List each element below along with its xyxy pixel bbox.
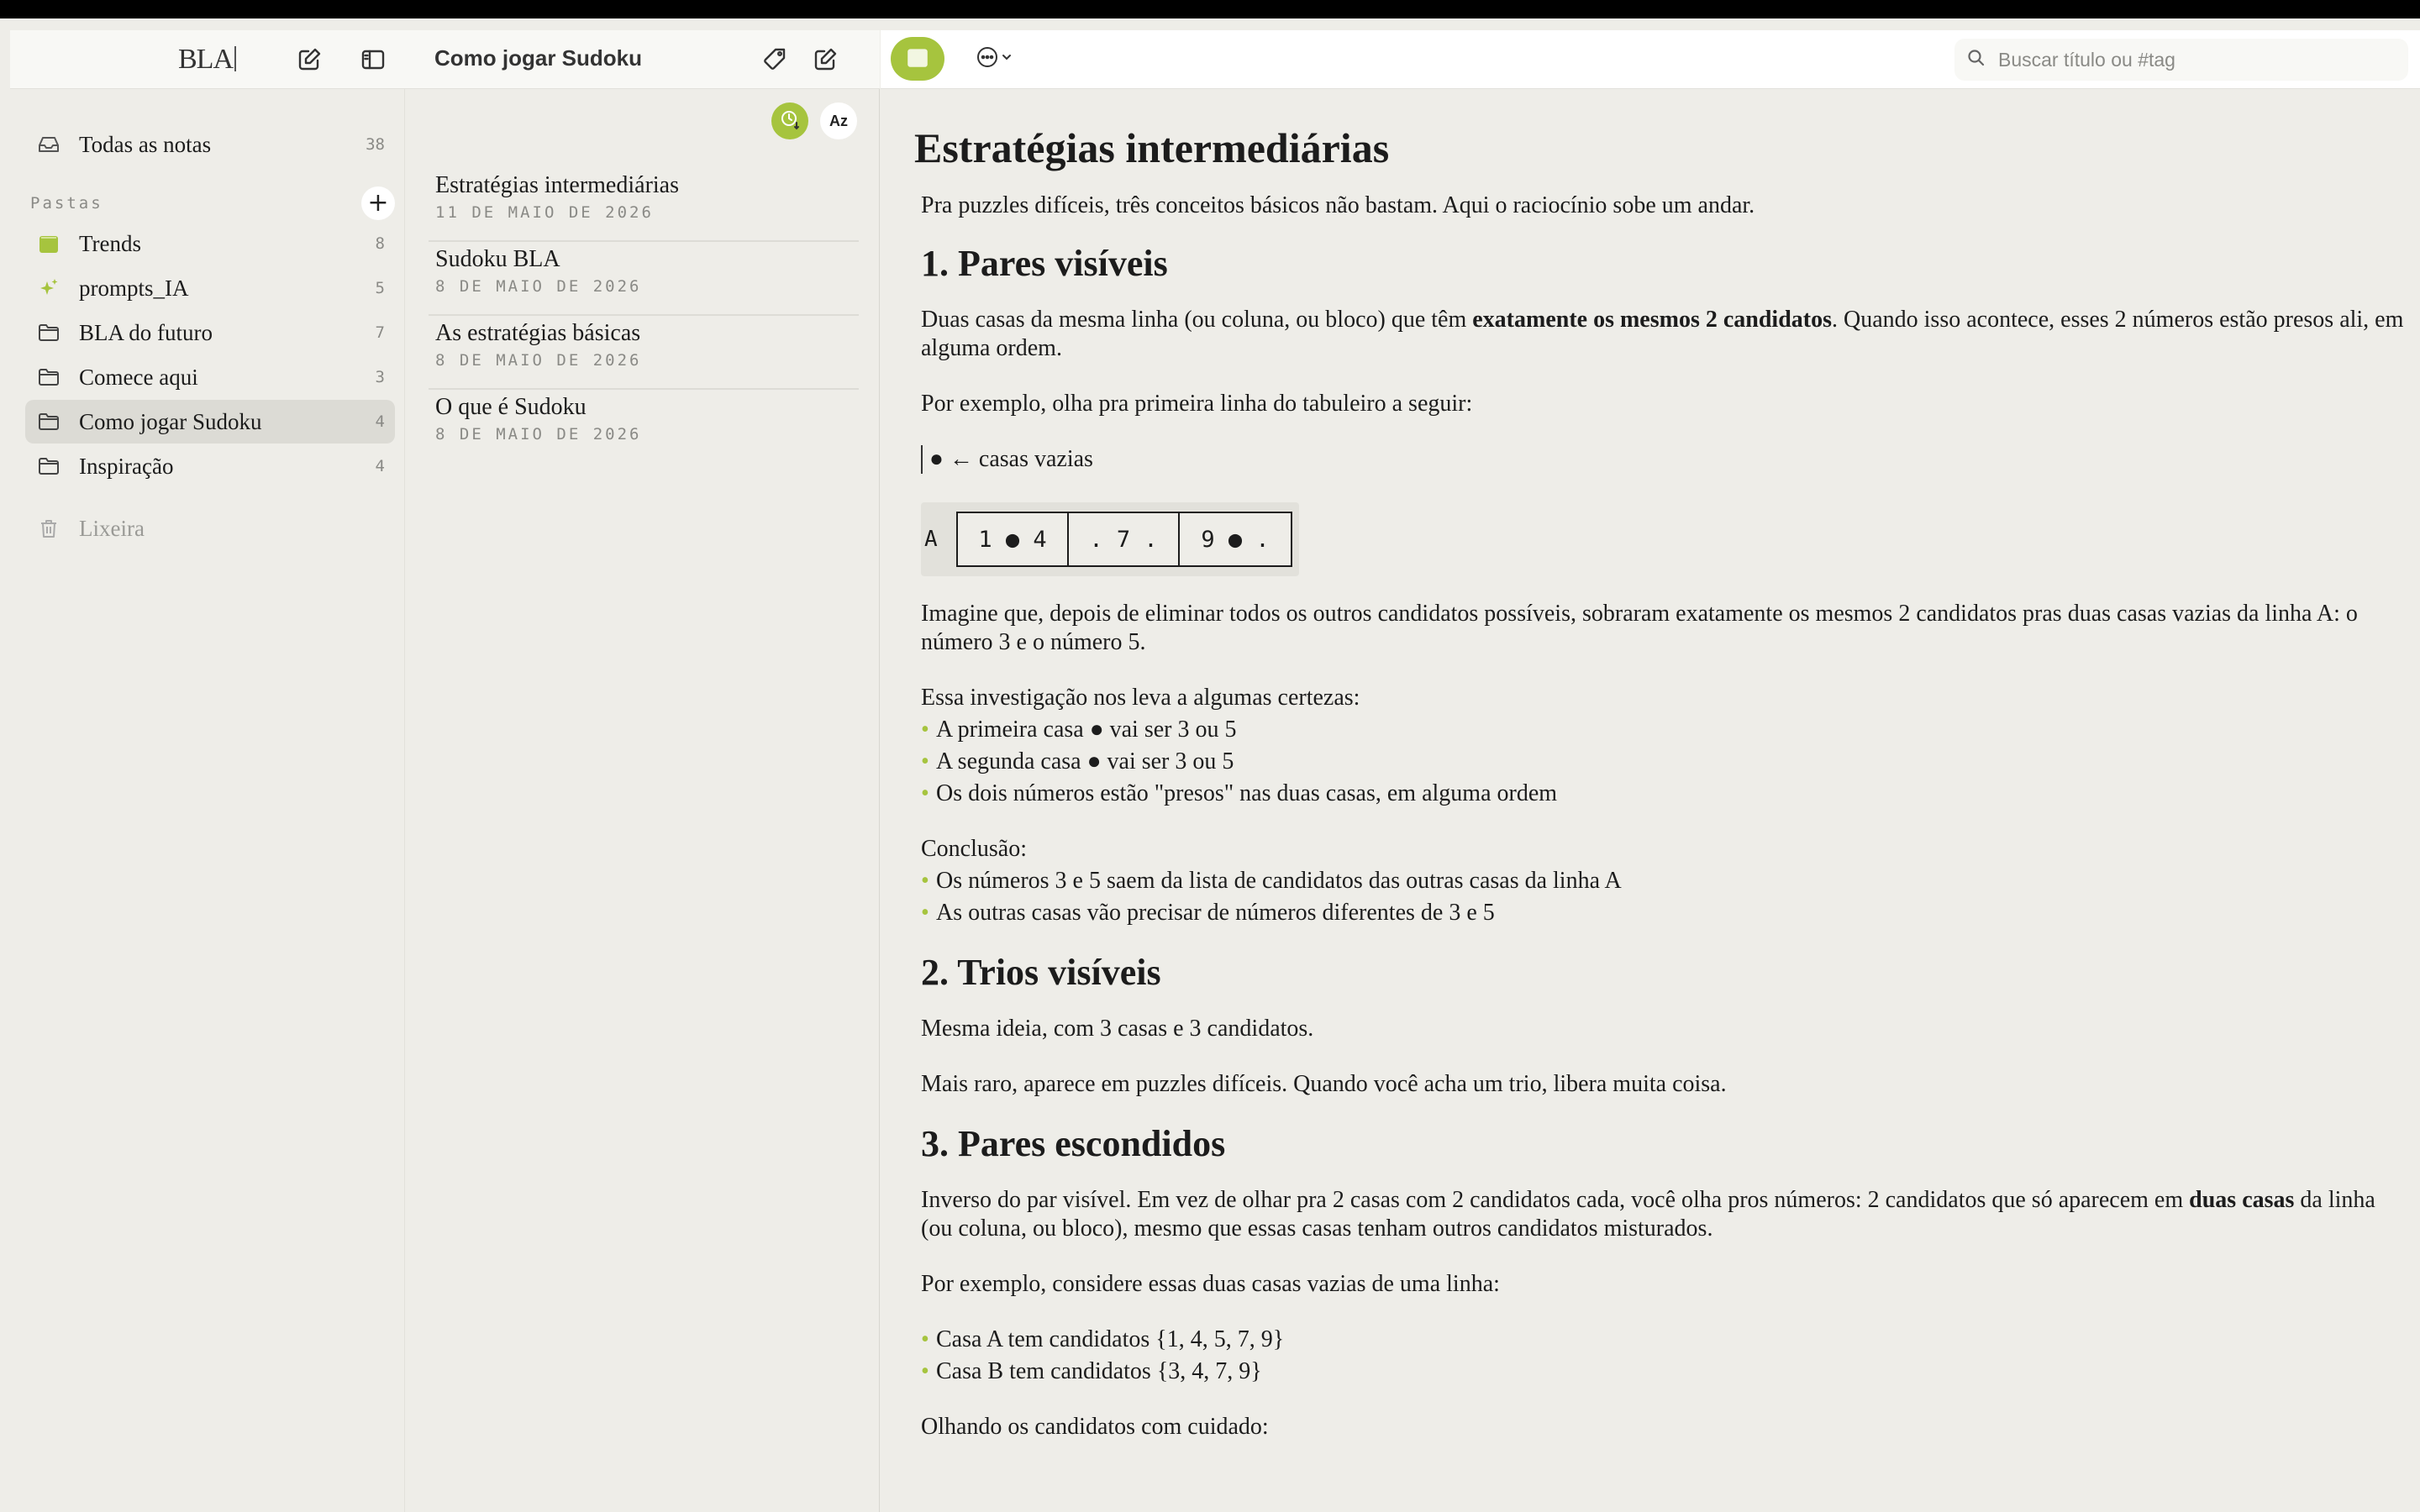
paragraph: Essa investigação nos leva a algumas certezas: bbox=[921, 685, 1360, 711]
sidebar-item-label: Comece aqui bbox=[79, 364, 198, 390]
sidebar-item-trends[interactable] bbox=[25, 222, 395, 265]
sudoku-block: . 7 . bbox=[1069, 513, 1180, 565]
green-folder-icon bbox=[905, 45, 930, 74]
sudoku-block: 9 ● . bbox=[1201, 526, 1270, 553]
app-logo: BLA bbox=[178, 44, 236, 76]
legend-line: ● ← casas vazias bbox=[921, 445, 2410, 474]
paragraph: Olhando os candidatos com cuidado: bbox=[921, 1414, 1269, 1440]
sudoku-block: 1 ● 4 bbox=[958, 513, 1069, 565]
note-body[interactable] bbox=[914, 123, 2410, 1441]
list-item: • Casa B tem candidatos {3, 4, 7, 9} bbox=[921, 1357, 2410, 1386]
sidebar bbox=[10, 30, 405, 1512]
folder-icon bbox=[37, 365, 60, 389]
sort-alphabetical-button[interactable]: Az bbox=[820, 102, 857, 139]
row-label: A bbox=[924, 527, 938, 552]
sidebar-item-all-notes[interactable] bbox=[25, 123, 395, 166]
bullet-list bbox=[921, 867, 2410, 927]
note-date: 11 DE MAIO DE 2026 bbox=[435, 203, 654, 222]
sidebar-item-label: Trends bbox=[79, 230, 142, 256]
code-block bbox=[921, 502, 1299, 576]
folder-icon bbox=[37, 321, 60, 344]
sidebar-item-label: Lixeira bbox=[79, 515, 145, 541]
sidebar-item-label: Inspiração bbox=[79, 453, 174, 479]
sidebar-item-comece-aqui[interactable] bbox=[25, 355, 395, 399]
sidebar-item-count: 38 bbox=[366, 135, 385, 154]
clock-icon bbox=[778, 108, 802, 135]
paragraph: Por exemplo, considere essas duas casas vazias de uma linha: bbox=[921, 1271, 1500, 1297]
note-list-item[interactable] bbox=[429, 390, 859, 464]
sort-by-date-button[interactable] bbox=[771, 102, 808, 139]
more-options-button[interactable] bbox=[965, 40, 1023, 77]
sudoku-row bbox=[956, 512, 1292, 567]
search-input[interactable] bbox=[1998, 49, 2402, 71]
paragraph: Por exemplo, olha pra primeira linha do tabuleiro a seguir: bbox=[921, 391, 1473, 417]
sidebar-toggle-icon[interactable] bbox=[356, 43, 390, 76]
paragraph: Duas casas da mesma linha (ou coluna, ou bloco) que têm exatamente os mesmos 2 candidatos. Quando isso acontece, esses 2 números estão presos ali, em alguma ordem. bbox=[921, 307, 2404, 361]
note-list-toolbar bbox=[405, 30, 880, 89]
sidebar-item-bla-do-futuro[interactable] bbox=[25, 311, 395, 354]
app-window bbox=[0, 18, 2420, 1512]
paragraph: Inverso do par visível. Em vez de olhar pra 2 casas com 2 candidatos cada, você olha pros números: 2 candidatos que só aparecem em duas casas da linha (ou coluna, ou bloco), mesmo que essas casas tenham outros candidatos misturados. bbox=[921, 1187, 2375, 1242]
note-list-panel bbox=[405, 30, 880, 1512]
list-item: • Casa A tem candidatos {1, 4, 5, 7, 9} bbox=[921, 1326, 2410, 1354]
new-note-icon[interactable] bbox=[292, 43, 326, 76]
search-box bbox=[1954, 39, 2408, 81]
sidebar-item-count: 4 bbox=[375, 412, 385, 431]
note-date: 8 DE MAIO DE 2026 bbox=[435, 277, 642, 296]
folder-title: Como jogar Sudoku bbox=[434, 45, 642, 71]
sidebar-item-label: BLA do futuro bbox=[79, 319, 213, 345]
paragraph: Mais raro, aparece em puzzles difíceis. Quando você acha um trio, libera muita coisa. bbox=[921, 1071, 1727, 1097]
bullet-list bbox=[921, 1326, 2410, 1386]
editor-toolbar bbox=[881, 30, 2420, 89]
sidebar-item-count: 4 bbox=[375, 457, 385, 475]
section-label: Pastas bbox=[30, 194, 103, 213]
note-list-item[interactable] bbox=[429, 316, 859, 390]
sidebar-item-trash[interactable] bbox=[25, 507, 395, 550]
section-heading: 1. Pares visíveis bbox=[921, 243, 1168, 284]
chevron-down-icon bbox=[1000, 50, 1013, 68]
folder-icon bbox=[37, 410, 60, 433]
sidebar-item-como-jogar-sudoku[interactable] bbox=[25, 400, 395, 444]
note-list-item[interactable] bbox=[429, 168, 859, 242]
sidebar-item-count: 7 bbox=[375, 323, 385, 342]
note-editor bbox=[881, 30, 2420, 1512]
list-item: • Os números 3 e 5 saem da lista de candidatos das outras casas da linha A bbox=[921, 867, 2410, 895]
sidebar-item-count: 8 bbox=[375, 234, 385, 253]
paragraph: Conclusão: bbox=[921, 836, 1027, 862]
section-heading: 2. Trios visíveis bbox=[921, 952, 1161, 993]
sidebar-item-count: 3 bbox=[375, 368, 385, 386]
green-folder-icon bbox=[37, 232, 60, 255]
list-item: • A primeira casa ● vai ser 3 ou 5 bbox=[921, 716, 2410, 744]
paragraph: Imagine que, depois de eliminar todos os outros candidatos possíveis, sobraram exatamente os mesmos 2 candidatos pras duas casas vazias da linha A: o número 3 e o número 5. bbox=[921, 601, 2358, 655]
new-note-icon[interactable] bbox=[808, 43, 842, 76]
sidebar-toolbar bbox=[10, 30, 405, 89]
sidebar-item-label: Todas as notas bbox=[79, 131, 212, 157]
sidebar-list bbox=[25, 123, 395, 551]
note-list-item[interactable] bbox=[429, 242, 859, 316]
list-item: • As outras casas vão precisar de números diferentes de 3 e 5 bbox=[921, 899, 2410, 927]
sidebar-item-count: 5 bbox=[375, 279, 385, 297]
text-cursor bbox=[921, 445, 923, 474]
add-folder-button[interactable]: + bbox=[361, 186, 395, 220]
sudoku-row-example bbox=[921, 502, 2410, 576]
tag-icon[interactable] bbox=[758, 43, 792, 76]
note-date: 8 DE MAIO DE 2026 bbox=[435, 425, 642, 444]
sidebar-item-inspiracao[interactable] bbox=[25, 444, 395, 488]
inbox-icon bbox=[37, 133, 60, 156]
sidebar-item-label: prompts_IA bbox=[79, 275, 189, 301]
trash-icon bbox=[37, 517, 60, 540]
list-item: • Os dois números estão "presos" nas duas casas, em alguma ordem bbox=[921, 780, 2410, 808]
paragraph: Mesma ideia, com 3 casas e 3 candidatos. bbox=[921, 1016, 1314, 1042]
note-title: Sudoku BLA bbox=[435, 246, 560, 272]
sidebar-item-label: Como jogar Sudoku bbox=[79, 408, 262, 434]
search-icon bbox=[1966, 48, 1986, 72]
list-item: • A segunda casa ● vai ser 3 ou 5 bbox=[921, 748, 2410, 776]
sidebar-item-prompts-ia[interactable] bbox=[25, 266, 395, 310]
section-heading: 3. Pares escondidos bbox=[921, 1123, 1226, 1164]
note-date: 8 DE MAIO DE 2026 bbox=[435, 351, 642, 370]
note-title: O que é Sudoku bbox=[435, 394, 587, 420]
note-title: Estratégias intermediárias bbox=[435, 172, 679, 198]
folder-icon bbox=[37, 454, 60, 478]
note-title: As estratégias básicas bbox=[435, 320, 641, 346]
ellipsis-circle-icon bbox=[975, 45, 1000, 74]
folders-section-header bbox=[25, 185, 395, 222]
note-folder-button[interactable] bbox=[891, 37, 944, 81]
note-heading: Estratégias intermediárias bbox=[914, 124, 1390, 171]
bullet-list bbox=[921, 716, 2410, 808]
paragraph: Pra puzzles difíceis, três conceitos básicos não bastam. Aqui o raciocínio sobe um andar. bbox=[921, 192, 1755, 218]
sparkle-icon bbox=[37, 276, 60, 300]
note-list bbox=[429, 168, 859, 464]
